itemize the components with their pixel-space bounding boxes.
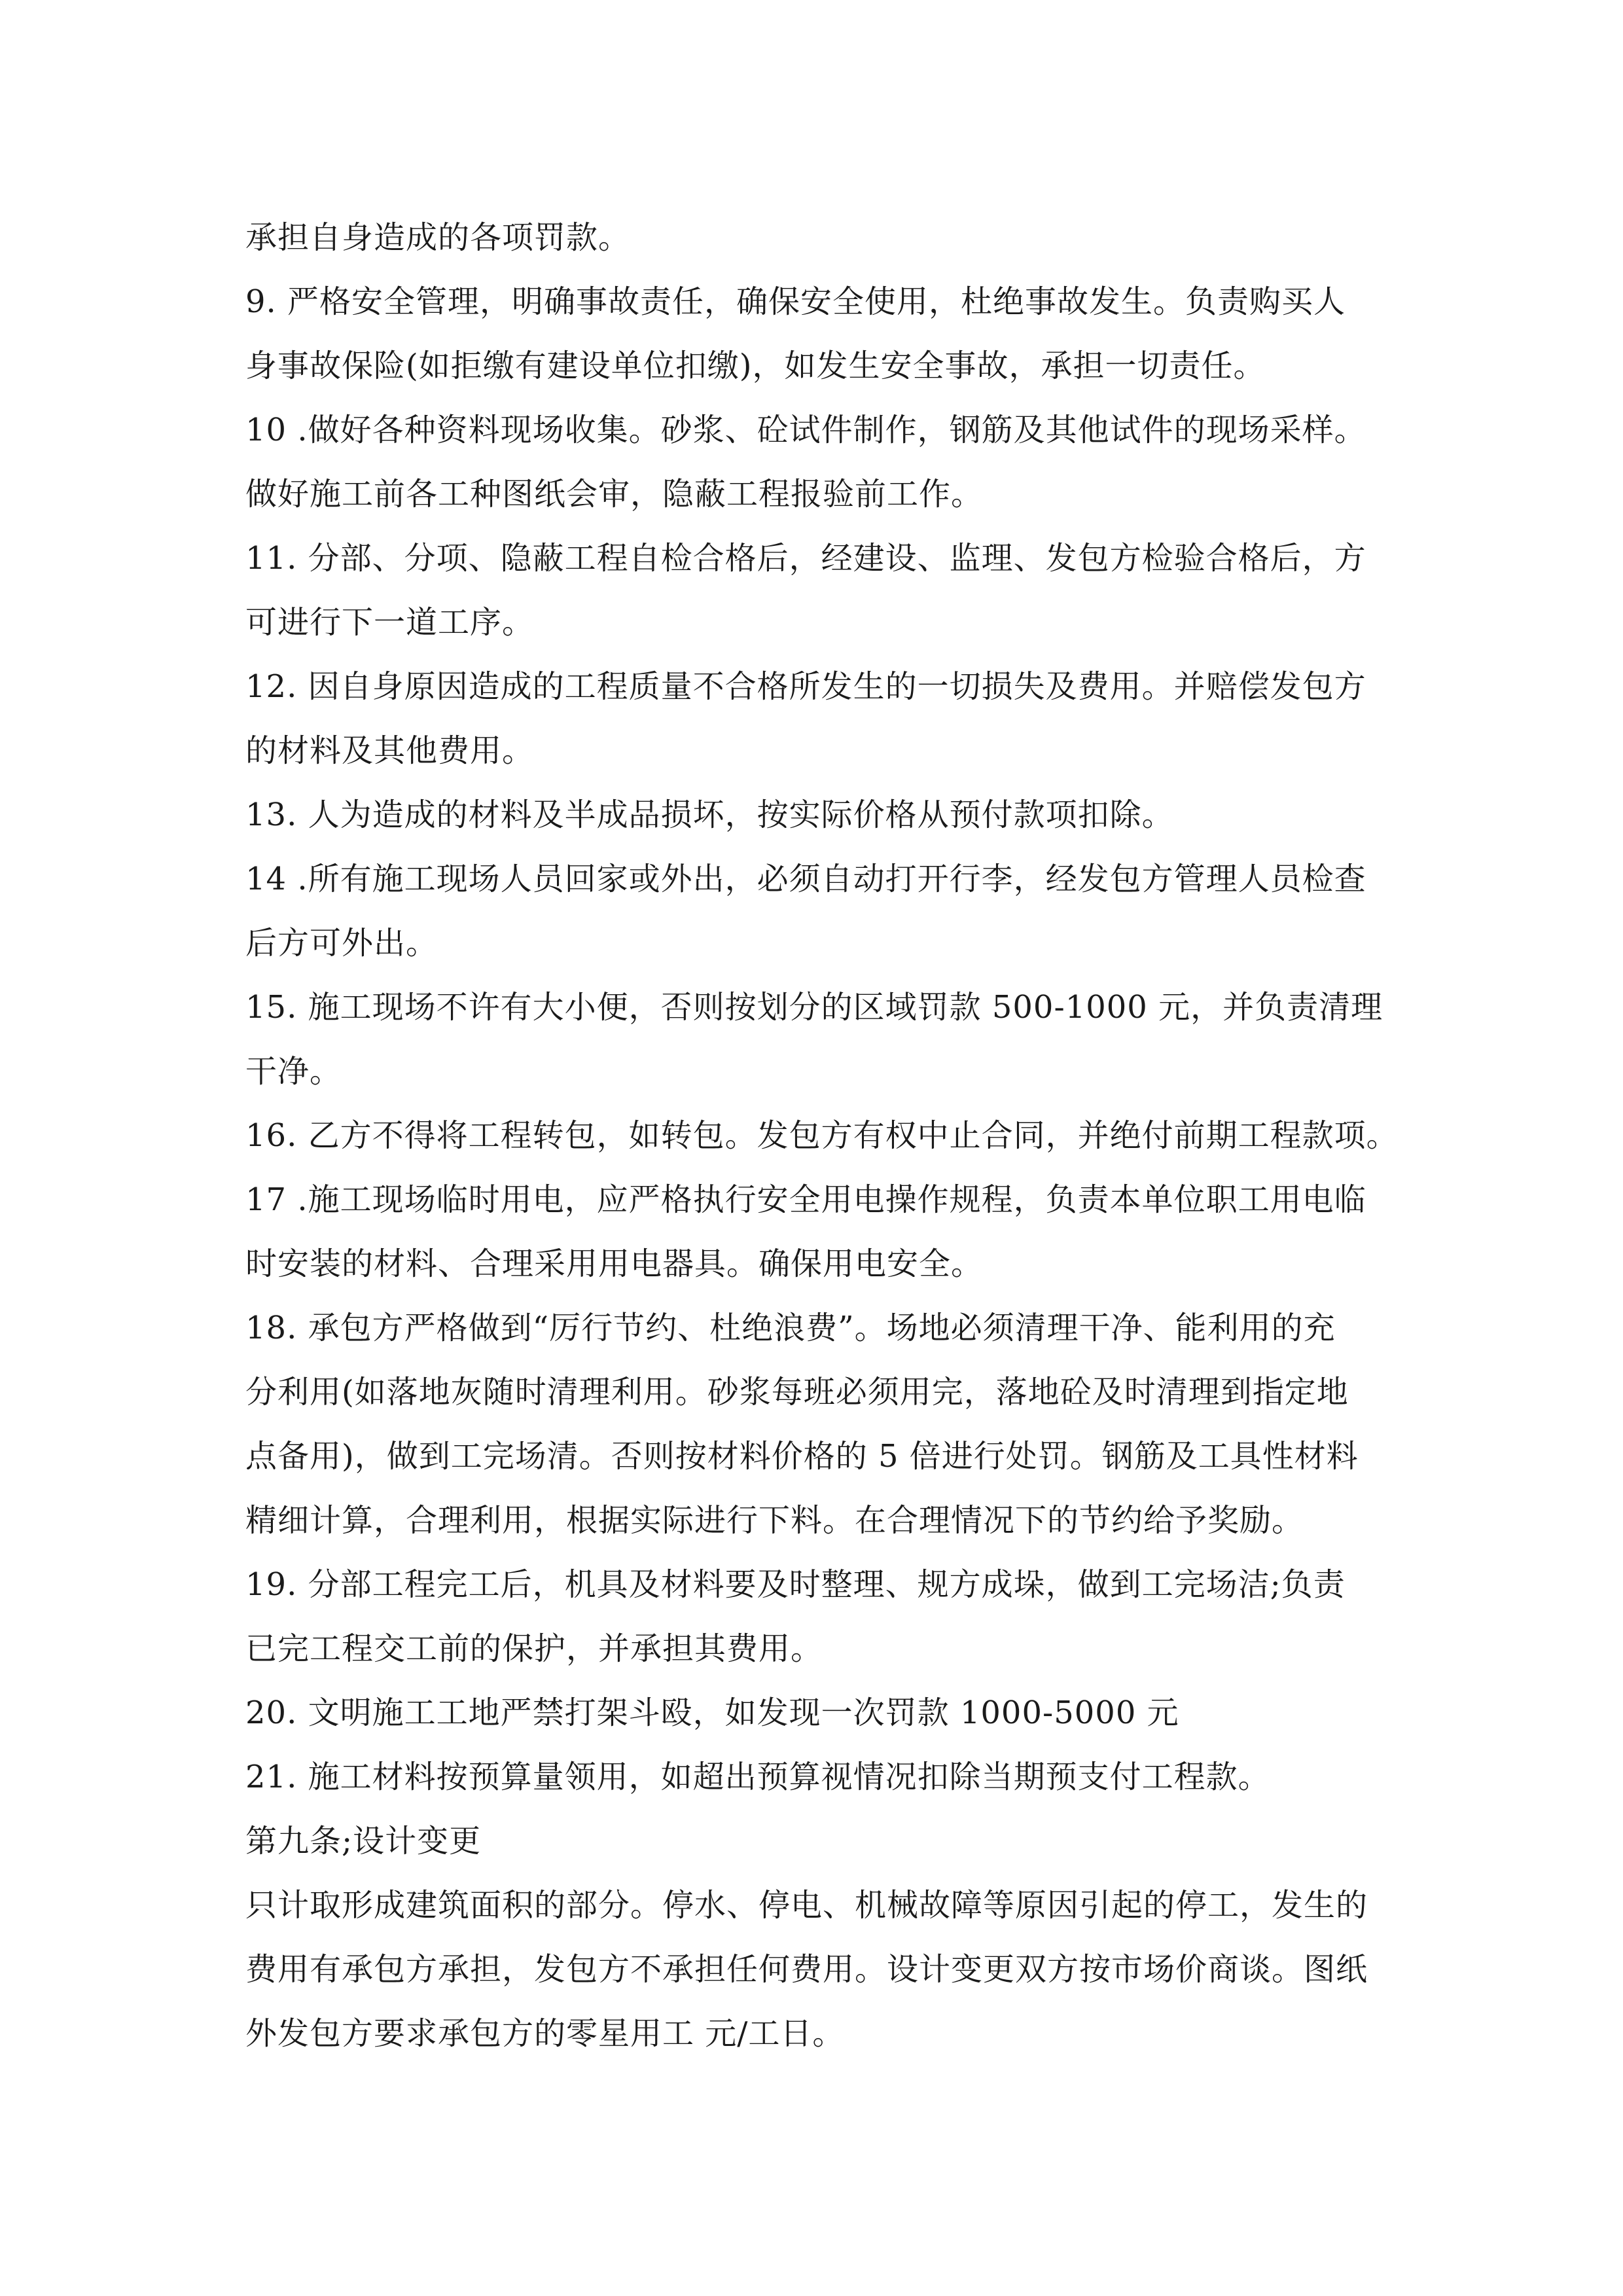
text-line-28: 费用有承包方承担，发包方不承担任何费用。设计变更双方按市场价商谈。图纸	[245, 1951, 1368, 1988]
text-line-23: 已完工程交工前的保护，并承担其费用。	[245, 1630, 823, 1667]
text-line-25: 21. 施工材料按预算量领用，如超出预算视情况扣除当期预支付工程款。	[245, 1759, 1270, 1795]
text-line-10: 13. 人为造成的材料及半成品损坏，按实际价格从预付款项扣除。	[245, 797, 1174, 833]
text-line-4: 10 .做好各种资料现场收集。砂浆、砼试件制作，钢筋及其他试件的现场采样。	[245, 412, 1366, 448]
text-line-29: 外发包方要求承包方的零星用工 元/工日。	[245, 2015, 845, 2052]
text-line-6: 11. 分部、分项、隐蔽工程自检合格后，经建设、监理、发包方检验合格后，方	[245, 540, 1366, 577]
text-line-3: 身事故保险(如拒缴有建设单位扣缴)，如发生安全事故，承担一切责任。	[245, 348, 1266, 384]
text-line-5: 做好施工前各工种图纸会审，隐蔽工程报验前工作。	[245, 476, 984, 512]
text-line-2: 9. 严格安全管理，明确事故责任，确保安全使用，杜绝事故发生。负责购买人	[245, 283, 1346, 320]
text-line-8: 12. 因自身原因造成的工程质量不合格所发生的一切损失及费用。并赔偿发包方	[245, 668, 1366, 705]
text-line-15: 16. 乙方不得将工程转包，如转包。发包方有权中止合同，并绝付前期工程款项。	[245, 1117, 1399, 1154]
text-line-12: 后方可外出。	[245, 925, 438, 961]
section-heading: 第九条;设计变更	[245, 1823, 482, 1859]
text-line-22: 19. 分部工程完工后，机具及材料要及时整理、规方成垛，做到工完场洁;负责	[245, 1566, 1346, 1603]
text-line-24: 20. 文明施工工地严禁打架斗殴，如发现一次罚款 1000-5000 元	[245, 1695, 1179, 1731]
text-line-14: 干净。	[245, 1053, 342, 1090]
text-line-17: 时安装的材料、合理采用用电器具。确保用电安全。	[245, 1246, 984, 1282]
text-line-7: 可进行下一道工序。	[245, 604, 535, 641]
text-line-13: 15. 施工现场不许有大小便，否则按划分的区域罚款 500-1000 元，并负责清理	[245, 989, 1383, 1026]
text-line-11: 14 .所有施工现场人员回家或外出，必须自动打开行李，经发包方管理人员检查	[245, 861, 1366, 897]
text-line-21: 精细计算，合理利用，根据实际进行下料。在合理情况下的节约给予奖励。	[245, 1502, 1304, 1539]
text-line-1: 承担自身造成的各项罚款。	[245, 219, 631, 256]
text-line-16: 17 .施工现场临时用电，应严格执行安全用电操作规程，负责本单位职工用电临	[245, 1181, 1366, 1218]
text-line-20: 点备用)，做到工完场清。否则按材料价格的 5 倍进行处罚。钢筋及工具性材料	[245, 1438, 1359, 1475]
text-line-19: 分利用(如落地灰随时清理利用。砂浆每班必须用完，落地砼及时清理到指定地	[245, 1374, 1349, 1410]
text-line-18: 18. 承包方严格做到“厉行节约、杜绝浪费”。场地必须清理干净、能利用的充	[245, 1310, 1336, 1346]
text-line-27: 只计取形成建筑面积的部分。停水、停电、机械故障等原因引起的停工，发生的	[245, 1887, 1368, 1924]
document-body	[245, 206, 1430, 2066]
text-line-9: 的材料及其他费用。	[245, 732, 535, 769]
